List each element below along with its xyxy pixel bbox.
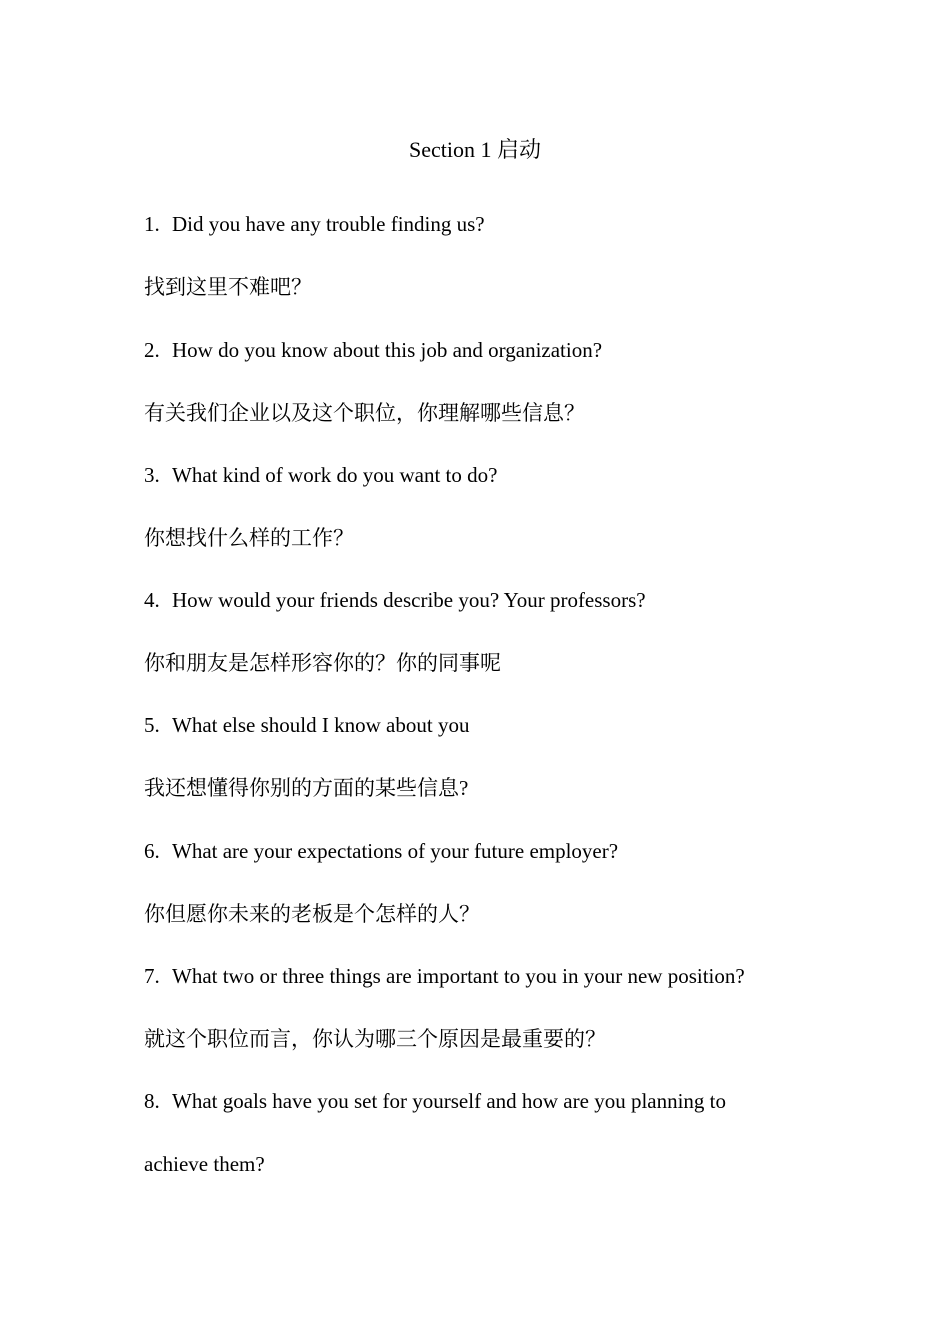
question-3-english bbox=[144, 459, 497, 491]
question-text: How do you know about this job and organization? bbox=[172, 338, 603, 362]
question-8-continuation: achieve them? bbox=[144, 1152, 265, 1176]
question-number: 2. bbox=[144, 338, 160, 362]
question-4-chinese: 你和朋友是怎样形容你的？你的同事呢 bbox=[144, 651, 501, 675]
question-number: 8. bbox=[144, 1089, 160, 1113]
question-number: 1. bbox=[144, 212, 160, 236]
question-3-chinese: 你想找什么样的工作？ bbox=[144, 526, 354, 550]
question-text: Did you have any trouble finding us? bbox=[172, 212, 485, 236]
question-text: What are your expectations of your future employer? bbox=[172, 839, 619, 863]
question-5-english bbox=[144, 709, 469, 741]
question-number: 4. bbox=[144, 588, 160, 612]
question-5-chinese: 我还想懂得你别的方面的某些信息? bbox=[144, 776, 469, 800]
question-1-english bbox=[144, 208, 485, 240]
question-6-chinese: 你但愿你未来的老板是个怎样的人？ bbox=[144, 902, 480, 926]
question-number: 5. bbox=[144, 713, 160, 737]
question-text: What kind of work do you want to do? bbox=[172, 463, 498, 487]
question-number: 6. bbox=[144, 839, 160, 863]
question-6-english bbox=[144, 835, 618, 867]
question-text: What two or three things are important to you in your new position? bbox=[172, 964, 745, 988]
question-8-english bbox=[144, 1085, 726, 1117]
question-number: 7. bbox=[144, 964, 160, 988]
question-text: How would your friends describe you? Your professors? bbox=[172, 588, 646, 612]
question-4-english bbox=[144, 584, 646, 616]
question-2-english bbox=[144, 334, 602, 366]
question-text: What goals have you set for yourself and how are you planning to bbox=[172, 1089, 727, 1113]
question-number: 3. bbox=[144, 463, 160, 487]
question-text: What else should I know about you bbox=[172, 713, 470, 737]
question-2-chinese: 有关我们企业以及这个职位，你理解哪些信息？ bbox=[144, 401, 585, 425]
section-title: Section 1 启动 bbox=[409, 137, 541, 162]
question-7-chinese: 就这个职位而言，你认为哪三个原因是最重要的？ bbox=[144, 1027, 606, 1051]
question-7-english bbox=[144, 960, 745, 992]
question-1-chinese: 找到这里不难吧？ bbox=[144, 275, 312, 299]
